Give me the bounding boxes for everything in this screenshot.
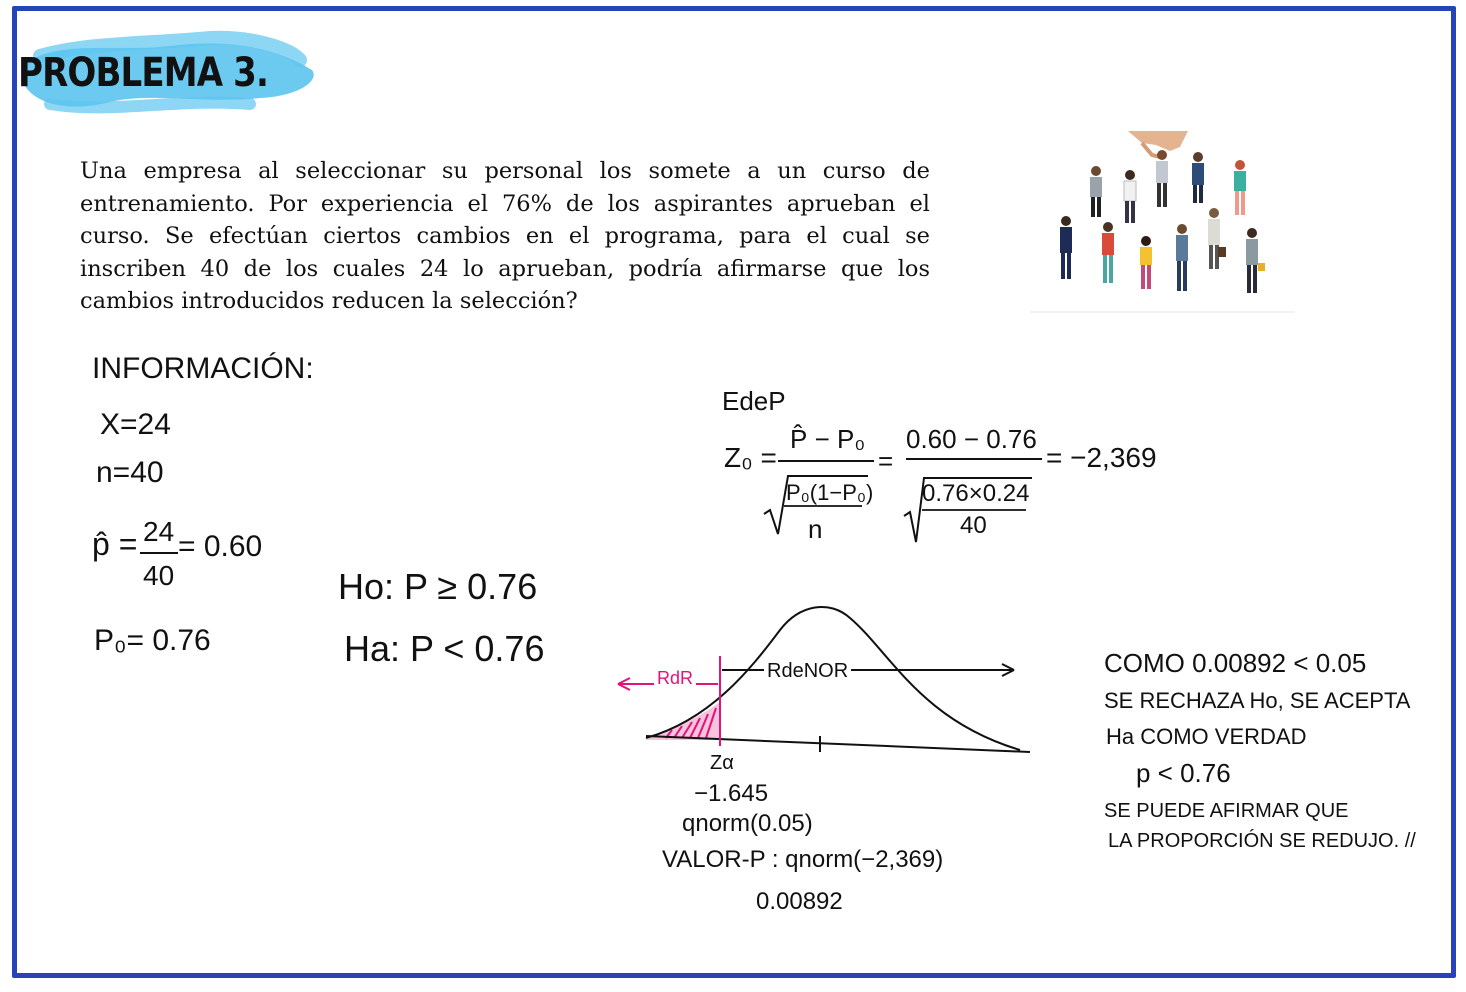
z0-result: = −2,369 <box>1046 442 1157 473</box>
z-denominator-bottom-symbolic: n <box>808 514 823 544</box>
z-numerator-numeric: 0.60 − 0.76 <box>906 424 1037 454</box>
conclusion-line-2: SE RECHAZA Ho, SE ACEPTA <box>1104 688 1411 713</box>
z-denominator-top-symbolic: P₀(1−P₀) <box>786 480 874 505</box>
phat-numerator: 24 <box>143 516 175 547</box>
rdenor-label: RdeNOR <box>764 660 851 683</box>
conclusion-line-4: p < 0.76 <box>1136 758 1231 788</box>
value-n: n=40 <box>96 456 164 489</box>
z-numerator-symbolic: P̂ − P₀ <box>790 424 866 454</box>
qnorm-call: qnorm(0.05) <box>682 810 813 837</box>
problem-title: PROBLEMA 3. <box>18 50 269 96</box>
phat-lhs: p̂ = <box>92 526 138 562</box>
phat-fraction-bar <box>140 552 178 554</box>
problem-statement: Una empresa al seleccionar su personal los somete a un curso de entrenamiento. Por experiencia el 76% de los aspirantes aprueban el curso. Se efectúan ciertos cambios en el programa, para el cual se inscriben 40 de los cuales 24 lo aprueban, podría afirmarse que los cambios introducidos reducen la selección? <box>80 158 930 315</box>
z-fraction-bar-symbolic <box>778 460 874 462</box>
informacion-heading: INFORMACIÓN: <box>92 352 314 385</box>
z-fraction-bar-numeric <box>906 458 1042 460</box>
value-p0: P₀= 0.76 <box>94 624 211 657</box>
phat-denominator: 40 <box>143 560 175 591</box>
z-denominator-top-numeric: 0.76×0.24 <box>922 480 1030 507</box>
z0-lhs: Z₀ = <box>724 442 777 473</box>
x-axis <box>646 736 1030 752</box>
conclusion-line-5: SE PUEDE AFIRMAR QUE <box>1104 800 1349 822</box>
conclusion-line-6: LA PROPORCIÓN SE REDUJO. // <box>1108 830 1416 852</box>
edep-label: EdeP <box>722 386 786 416</box>
z-denominator-bottom-numeric: 40 <box>960 512 987 539</box>
hypothesis-alternative: Ha: P < 0.76 <box>344 628 545 669</box>
value-x: X=24 <box>100 408 171 441</box>
equals-sign: = <box>878 446 894 476</box>
hypothesis-null: Ho: P ≥ 0.76 <box>338 566 538 607</box>
rdr-label: RdR <box>654 668 696 689</box>
title-block <box>0 0 340 130</box>
p-value-label: VALOR-P : qnorm(−2,369) <box>662 846 944 873</box>
phat-result: = 0.60 <box>178 530 263 563</box>
conclusion-line-1: COMO 0.00892 < 0.05 <box>1104 648 1367 678</box>
p-value: 0.00892 <box>756 888 843 915</box>
people-group-illustration <box>1030 125 1295 313</box>
z-alpha-label: Zα <box>710 752 734 774</box>
z-alpha-value: −1.645 <box>694 780 769 807</box>
conclusion-line-3: Ha COMO VERDAD <box>1106 724 1307 749</box>
